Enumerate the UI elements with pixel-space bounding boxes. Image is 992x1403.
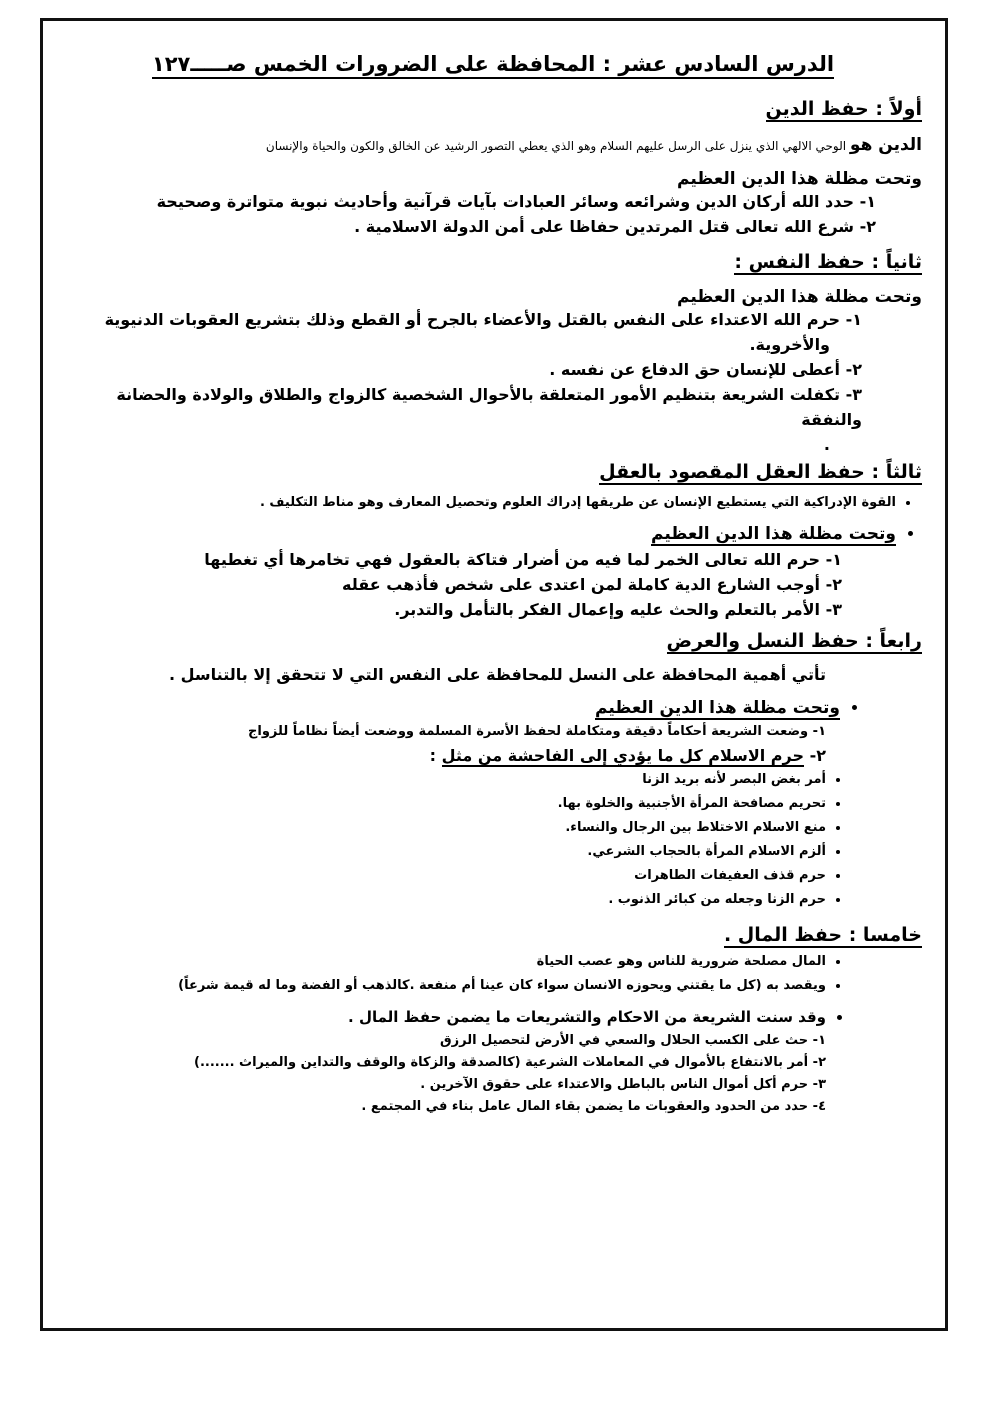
list-item: ٢- شرع الله تعالى قتل المرتدين حفاظا على أمن الدولة الاسلامية . xyxy=(354,217,876,236)
lesson-content xyxy=(64,52,922,1118)
religion-list xyxy=(64,189,922,239)
list-item: • المال مصلحة ضرورية للناس وهو عصب الحياة xyxy=(64,950,826,974)
list-item: ١- حث على الكسب الحلال والسعي في الأرض لتحصيل الرزق xyxy=(440,1033,826,1048)
section-heading-progeny: رابعاً : حفظ النسل والعرض xyxy=(666,630,922,652)
mind-list xyxy=(64,547,922,622)
section-subheading: • وقد سنت الشريعة من الاحكام والتشريعات ما يضمن حفظ المال . xyxy=(64,1004,826,1030)
section-heading-mind: ثالثاً : حفظ العقل المقصود بالعقل xyxy=(599,461,922,483)
list-item: • تحريم مصافحة المرأة الأجنبية والخلوة بها. xyxy=(64,792,826,816)
section-subheading: • وتحت مظلة هذا الدين العظيم xyxy=(64,695,840,721)
section-heading-self: ثانياً : حفظ النفس : xyxy=(734,251,922,273)
list-item: ١- وضعت الشريعة أحكاماً دقيقة ومتكاملة لحفظ الأسرة المسلمة ووضعت أيضاً نظاماً للزواج xyxy=(248,724,826,739)
list-item: ٣- تكفلت الشريعة بتنظيم الأمور المتعلقة بالأحوال الشخصية كالزواج والطلاق والولادة والحضانة والنفقة xyxy=(116,385,862,429)
list-item: • ويقصد به (كل ما يقتني ويحوزه الانسان سواء كان عينا أم منفعة .كالذهب أو الفضة وما له قيمة شرعاً) xyxy=(64,974,826,998)
list-item: • حرم الزنا وجعله من كبائر الذنوب . xyxy=(64,888,826,912)
section-mind xyxy=(64,461,922,622)
religion-definition: الدين هو الوحي الالهي الذي ينزل على الرسل عليهم السلام وهو الذي يعطي التصور الرشيد عن الخالق والكون والحياة والإنسان xyxy=(265,135,922,155)
list-item: ١- حرم الله تعالى الخمر لما فيه من أضرار فتاكة بالعقول فهي تخامرها أي تغطيها xyxy=(204,550,842,569)
list-item-continuation: والأخروية. xyxy=(749,335,830,354)
self-list xyxy=(64,307,922,457)
list-item: ١- حرم الله الاعتداء على النفس بالقتل والأعضاء بالجرح أو القطع وذلك بتشريع العقوبات الدنيوية xyxy=(104,310,862,329)
section-heading-wealth: خامسا : حفظ المال . xyxy=(723,924,922,946)
list-item: ٢- أوجب الشارع الدية كاملة لمن اعتدى على شخص فأذهب عقله xyxy=(342,575,842,594)
list-item: ٢- أمر بالانتفاع بالأموال في المعاملات الشرعية (كالصدقة والزكاة والوقف والتداين والميراث .......) xyxy=(194,1055,826,1070)
section-subheading: وتحت مظلة هذا الدين العظيم xyxy=(677,169,922,189)
wealth-bullets xyxy=(64,950,922,1030)
progeny-bullets xyxy=(64,768,922,912)
list-item: ١- حدد الله أركان الدين وشرائعه وسائر العبادات بآيات قرآنية وأحاديث نبوية متواترة وصحيحة xyxy=(156,192,876,211)
list-item-continuation: . xyxy=(823,435,830,454)
lesson-title: الدرس السادس عشر : المحافظة على الضرورات الخمس صـــــ١٢٧ xyxy=(64,52,922,76)
progeny-sub-bullet xyxy=(64,695,922,721)
progeny-intro: تأتي أهمية المحافظة على النسل للمحافظة على النفس التي لا تتحقق إلا بالتناسل . xyxy=(168,665,826,684)
wealth-list xyxy=(64,1030,922,1118)
list-item: • ألزم الاسلام المرأة بالحجاب الشرعي. xyxy=(64,840,826,864)
section-wealth xyxy=(64,924,922,1118)
progeny-list xyxy=(64,721,922,768)
list-item: ٣- الأمر بالتعلم والحث عليه وإعمال الفكر بالتأمل والتدبر. xyxy=(394,600,842,619)
section-heading-religion: أولاً : حفظ الدين xyxy=(765,98,922,120)
list-item: • أمر بغض البصر لأنه بريد الزنا xyxy=(64,768,826,792)
section-subheading: • وتحت مظلة هذا الدين العظيم xyxy=(64,521,896,547)
list-item: ٣- حرم أكل أموال الناس بالباطل والاعتداء على حقوق الآخرين . xyxy=(420,1077,826,1092)
section-religion xyxy=(64,98,922,239)
list-item: ٢- أعطى للإنسان حق الدفاع عن نفسه . xyxy=(549,360,862,379)
mind-bullets xyxy=(64,491,922,547)
section-subheading: وتحت مظلة هذا الدين العظيم xyxy=(677,287,922,307)
section-progeny xyxy=(64,630,922,912)
list-item: • حرم قذف العفيفات الطاهرات xyxy=(64,864,826,888)
list-item: • منع الاسلام الاختلاط بين الرجال والنساء. xyxy=(64,816,826,840)
list-item: • القوة الإدراكية التي يستطيع الإنسان عن طريقها إدراك العلوم وتحصيل المعارف وهو مناط التكليف . xyxy=(64,491,896,515)
section-self xyxy=(64,251,922,457)
list-item: ٢- حرم الاسلام كل ما يؤدي إلى الفاحشة من مثل : xyxy=(429,746,826,765)
list-item: ٤- حدد من الحدود والعقوبات ما يضمن بقاء المال عامل بناء في المجتمع . xyxy=(361,1099,826,1114)
